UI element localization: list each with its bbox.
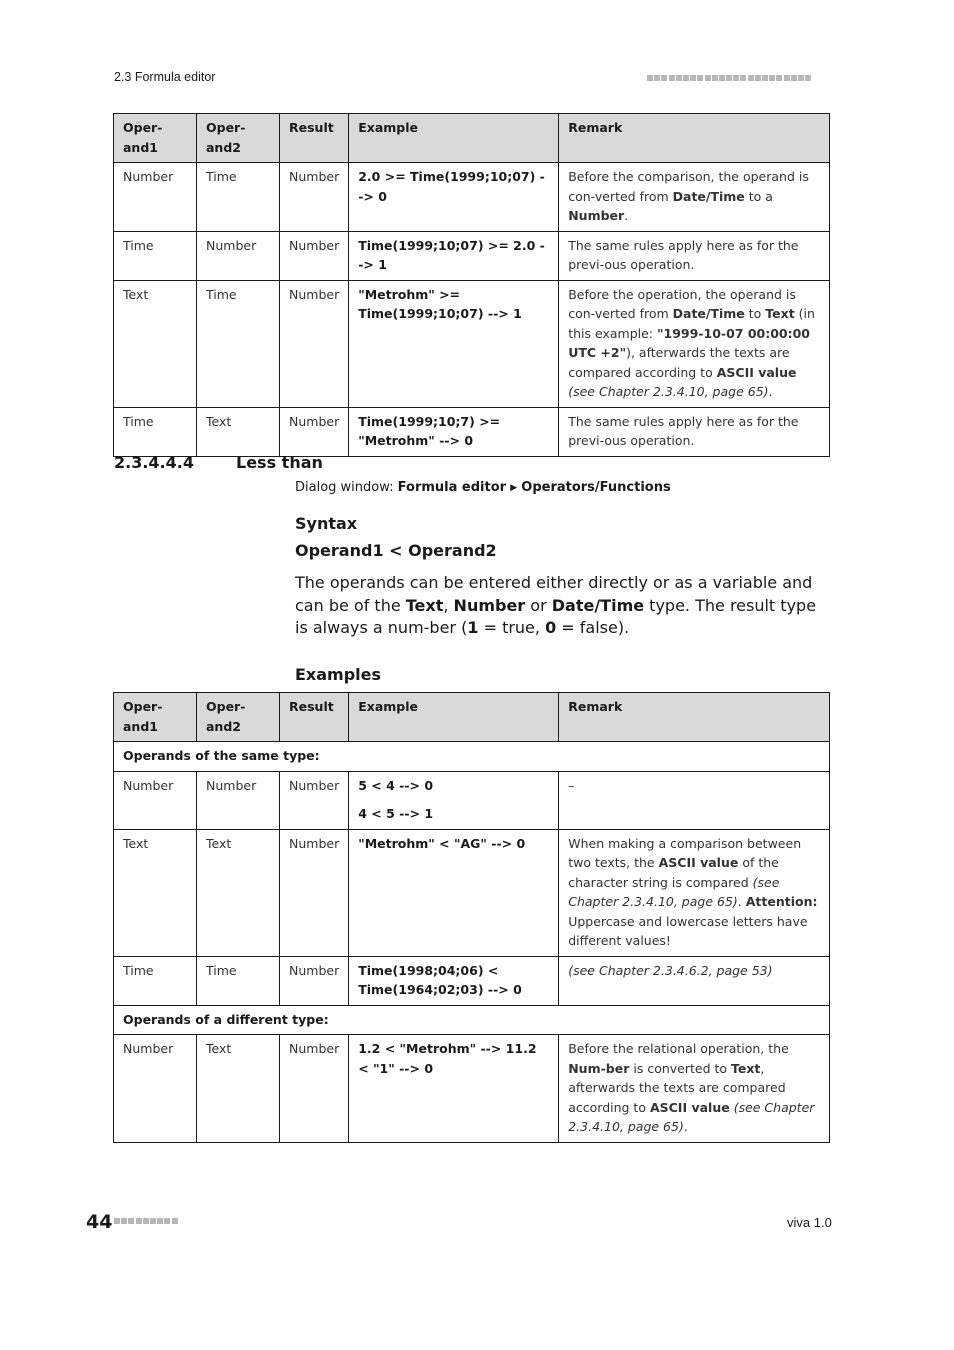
section-heading xyxy=(114,453,323,472)
syntax-expression: Operand1 < Operand2 xyxy=(295,541,497,560)
cell-remark: When making a comparison between two texts, the ASCII value of the character string is compared (see Chapter 2.3.4.10, page 65). Attention: Uppercase and lowercase letters have different values! xyxy=(559,829,830,956)
cell-example: Time(1998;04;06) < Time(1964;02;03) --> 0 xyxy=(349,956,559,1005)
section-number: 2.3.4.4.4 xyxy=(114,453,194,472)
cell-operand1: Text xyxy=(114,280,197,407)
cell-operand2: Text xyxy=(197,407,280,456)
cell-result: Number xyxy=(280,163,349,232)
table-row xyxy=(114,407,830,456)
table-row xyxy=(114,280,830,407)
section-label: Operands of the same type: xyxy=(114,742,830,772)
cell-example: 1.2 < "Metrohm" --> 11.2 < "1" --> 0 xyxy=(349,1035,559,1143)
cell-result: Number xyxy=(280,829,349,956)
column-header-operand1: Oper- and1 xyxy=(114,693,197,742)
cell-operand1: Text xyxy=(114,829,197,956)
cell-operand2: Number xyxy=(197,771,280,829)
cell-remark: Before the comparison, the operand is con-verted from Date/Time to a Number. xyxy=(559,163,830,232)
table-header-row xyxy=(114,114,830,163)
cell-remark: Before the operation, the operand is con-verted from Date/Time to Text (in this example: "1999-10-07 00:00:00 UTC +2"), afterwards the texts are compared according to ASCII value (see Chapter 2.3.4.10, page 65). xyxy=(559,280,830,407)
column-header-example: Example xyxy=(349,114,559,163)
table-row xyxy=(114,829,830,956)
cell-example: "Metrohm" < "AG" --> 0 xyxy=(349,829,559,956)
cell-example-second: 4 < 5 --> 1 xyxy=(358,806,434,821)
table-section-row xyxy=(114,742,830,772)
cell-result: Number xyxy=(280,407,349,456)
column-header-operand1: Oper- and1 xyxy=(114,114,197,163)
cell-result: Number xyxy=(280,1035,349,1143)
description-paragraph: The operands can be entered either directly or as a variable and can be of the Text, Number or Date/Time type. The result type is always a num-ber (1 = true, 0 = false). xyxy=(295,573,817,637)
dialog-window-path xyxy=(295,480,671,495)
footer-decoration-dots xyxy=(114,1216,179,1226)
header-decoration-dots xyxy=(647,73,812,83)
comparison-table-greater-equal xyxy=(113,113,830,457)
syntax-heading: Syntax xyxy=(295,514,358,533)
cell-remark: The same rules apply here as for the previ-ous operation. xyxy=(559,231,830,280)
cell-example: 5 < 4 --> 0 4 < 5 --> 1 xyxy=(349,771,559,829)
column-header-remark: Remark xyxy=(559,114,830,163)
examples-table-less-than xyxy=(113,692,830,1143)
cell-operand1: Number xyxy=(114,771,197,829)
dialog-prefix: Dialog window: xyxy=(295,480,398,495)
column-header-remark: Remark xyxy=(559,693,830,742)
cell-operand2: Time xyxy=(197,956,280,1005)
cell-remark: Before the relational operation, the Num-ber is converted to Text, afterwards the texts are compared according to ASCII value (see Chapter 2.3.4.10, page 65). xyxy=(559,1035,830,1143)
cell-result: Number xyxy=(280,231,349,280)
section-label: Operands of a different type: xyxy=(114,1005,830,1035)
product-version: viva 1.0 xyxy=(787,1215,832,1230)
cell-result: Number xyxy=(280,280,349,407)
dialog-path-operators: Operators/Functions xyxy=(521,480,671,495)
cell-operand2: Text xyxy=(197,829,280,956)
column-header-operand2: Oper- and2 xyxy=(197,114,280,163)
cell-operand2: Number xyxy=(197,231,280,280)
column-header-operand2: Oper- and2 xyxy=(197,693,280,742)
cell-operand2: Text xyxy=(197,1035,280,1143)
column-header-result: Result xyxy=(280,114,349,163)
cell-operand2: Time xyxy=(197,280,280,407)
table-section-row xyxy=(114,1005,830,1035)
cell-example: 2.0 >= Time(1999;10;07) --> 0 xyxy=(349,163,559,232)
table-row xyxy=(114,956,830,1005)
section-title: Less than xyxy=(236,453,323,472)
page-number: 44 xyxy=(86,1211,113,1233)
running-head-section: 2.3 Formula editor xyxy=(114,70,216,84)
cell-operand1: Time xyxy=(114,231,197,280)
cell-example: "Metrohm" >= Time(1999;10;07) --> 1 xyxy=(349,280,559,407)
cell-operand1: Time xyxy=(114,956,197,1005)
cell-result: Number xyxy=(280,771,349,829)
cell-operand1: Number xyxy=(114,1035,197,1143)
cell-example: Time(1999;10;07) >= 2.0 --> 1 xyxy=(349,231,559,280)
column-header-example: Example xyxy=(349,693,559,742)
cell-operand1: Time xyxy=(114,407,197,456)
table-header-row xyxy=(114,693,830,742)
cell-example: Time(1999;10;7) >= "Metrohm" --> 0 xyxy=(349,407,559,456)
table-row xyxy=(114,1035,830,1143)
path-arrow-icon: ▶ xyxy=(510,483,518,493)
cell-operand2: Time xyxy=(197,163,280,232)
table-row xyxy=(114,771,830,829)
cell-remark: (see Chapter 2.3.4.6.2, page 53) xyxy=(559,956,830,1005)
cell-result: Number xyxy=(280,956,349,1005)
dialog-path-formula-editor: Formula editor xyxy=(397,480,507,495)
cell-remark: – xyxy=(559,771,830,829)
cell-remark: The same rules apply here as for the previ-ous operation. xyxy=(559,407,830,456)
column-header-result: Result xyxy=(280,693,349,742)
cell-operand1: Number xyxy=(114,163,197,232)
table-row xyxy=(114,163,830,232)
examples-heading: Examples xyxy=(295,665,382,684)
table-row xyxy=(114,231,830,280)
